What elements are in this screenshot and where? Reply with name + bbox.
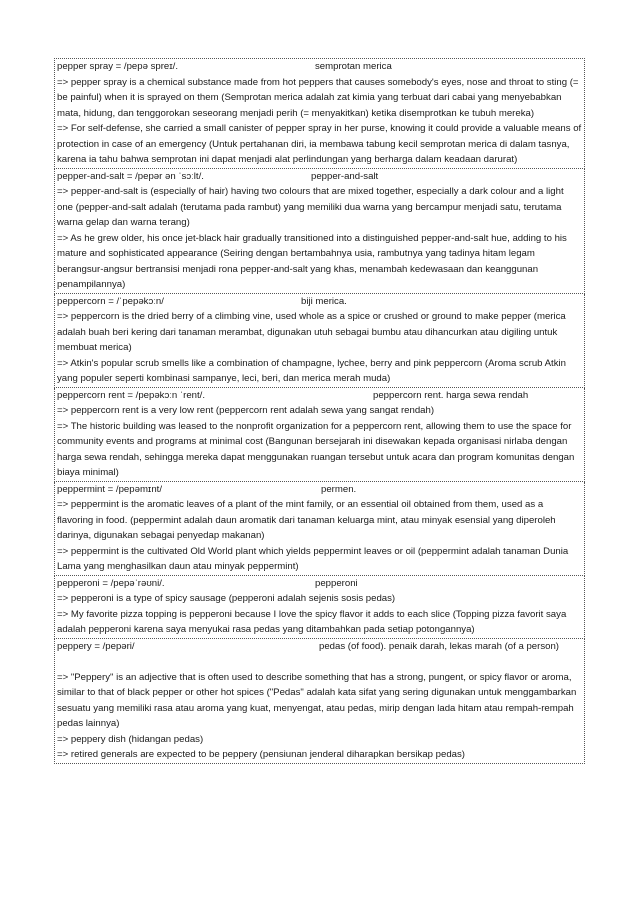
entry-example: => Atkin's popular scrub smells like a combination of champagne, lychee, berry and pink peppercorn (Aroma scrub Atkin yang populer seperti kombinasi sampanye, leci, beri, dan merica merah muda) xyxy=(57,357,566,384)
entry-headline xyxy=(57,576,582,592)
dictionary-entry xyxy=(54,388,585,482)
entry-definition: => peppercorn rent is a very low rent (peppercorn rent adalah sewa yang sangat rendah) xyxy=(57,405,435,416)
entry-gloss: pepper-and-salt xyxy=(311,170,379,182)
dictionary-entry xyxy=(54,294,585,388)
entry-headline xyxy=(57,59,582,75)
dictionary-table xyxy=(54,58,585,764)
dictionary-entry xyxy=(54,639,585,764)
entry-example: => As he grew older, his once jet-black hair gradually transitioned into a distinguished pepper-and-salt hue, adding to his mature and sophisticated appearance (Seiring dengan bertambahnya usia, rambutnya yang tadinya hitam legam berangsur-angsur bertransisi menjadi rona pepper-and-salt yang khas, menambah kedewasaan dan keanggunan penampilannya) xyxy=(57,232,567,290)
entry-headline xyxy=(57,169,582,185)
dictionary-entry xyxy=(54,58,585,169)
entry-definition: => peppercorn is the dried berry of a climbing vine, used whole as a spice or crushed or ground to make pepper (merica adalah buah beri kering dari tanaman merambat, digunakan utuh sebagai bumbu atau dihancurkan atau digiling untuk membuat merica) xyxy=(57,311,566,353)
entry-headline xyxy=(57,639,582,670)
entry-definition: => pepper spray is a chemical substance made from hot peppers that causes somebody's eyes, nose and throat to sting (= be painful) when it is sprayed on them (Semprotan merica adalah zat kimia yang terbuat dari cabai yang menyebabkan mata, hidung, dan tenggorokan seseorang menjadi perih (= menyakitkan) ketika disemprotkan ke tubuh mereka) xyxy=(57,76,579,119)
entry-term: peppery = /pepəri/ xyxy=(57,640,135,652)
entry-gloss: semprotan merica xyxy=(315,61,392,72)
entry-example: => retired generals are expected to be peppery (pensiunan jenderal diharapkan bersikap pedas) xyxy=(57,749,466,760)
dictionary-entry xyxy=(54,576,585,639)
entry-term: pepperoni = /pepəˈrəʊni/. xyxy=(57,577,165,589)
entry-example: => For self-defense, she carried a small canister of pepper spray in her purse, knowing it could provide a valuable means of protection in case of an emergency (Untuk pertahanan diri, ia membawa tabung kecil semprotan merica di dalam tasnya, karena ia tahu bahwa semprotan ini dapat menjadi alat perlindungan yang berharga dalam keadaan darurat) xyxy=(57,123,582,165)
entry-headline xyxy=(57,482,582,498)
entry-definition: => "Peppery" is an adjective that is often used to describe something that has a strong, pungent, or spicy flavor or aroma, similar to that of black pepper or other hot spices ("Pedas" adalah kata sifat yang sering digunakan untuk menggambarkan sesuatu yang memiliki rasa atau aroma yang kuat, menyengat, atau pedas, mirip dengan lada hitam atau rempah-rempah pedas lainnya) xyxy=(57,671,577,729)
entry-headline xyxy=(57,294,582,310)
entry-example: => My favorite pizza topping is pepperoni because I love the spicy flavor it adds to each slice (Topping pizza favorit saya adalah pepperoni karena saya menyukai rasa pedas yang ditambahkan pada setiap potongannya) xyxy=(57,608,567,635)
entry-example: => peppery dish (hidangan pedas) xyxy=(57,733,204,745)
entry-definition: => peppermint is the aromatic leaves of a plant of the mint family, or an essential oil obtained from them, used as a flavoring in food. (peppermint adalah daun aromatik dari tanaman keluarga mint, atau minyak esensial yang diperoleh darinya, digunakan sebagai penyedap makanan) xyxy=(57,499,556,541)
dictionary-entry xyxy=(54,169,585,294)
entry-term: peppercorn rent = /pepəkɔːn ˈrent/. xyxy=(57,389,205,401)
entry-term: pepper-and-salt = /pepər ən ˈsɔːlt/. xyxy=(57,170,204,182)
entry-gloss: permen. xyxy=(321,483,357,495)
entry-gloss: pedas (of food). penaik darah, lekas marah (of a person) xyxy=(319,640,559,652)
entry-example: => peppermint is the cultivated Old World plant which yields peppermint leaves or oil (peppermint adalah tanaman Dunia Lama yang menghasilkan daun atau minyak peppermint) xyxy=(57,545,569,572)
entry-gloss: pepperoni xyxy=(315,577,358,589)
entry-gloss: peppercorn rent. harga sewa rendah xyxy=(373,389,529,401)
entry-gloss: biji merica. xyxy=(301,295,347,307)
entry-headline xyxy=(57,388,582,404)
entry-example: => The historic building was leased to the nonprofit organization for a peppercorn rent, allowing them to use the space for community events and programs at minimal cost (Bangunan bersejarah ini disewakan kepada organisasi nirlaba dengan harga sewa rendah, sehingga mereka dapat menggunakan ruangan tersebut untuk acara dan program komunitas dengan biaya minimal) xyxy=(57,420,575,478)
entry-term: peppermint = /pepəmɪnt/ xyxy=(57,483,163,495)
entry-term: peppercorn = /ˈpepəkɔːn/ xyxy=(57,295,164,307)
entry-definition: => pepperoni is a type of spicy sausage (pepperoni adalah sejenis sosis pedas) xyxy=(57,593,396,604)
entry-definition: => pepper-and-salt is (especially of hair) having two colours that are mixed together, especially a dark colour and a light one (pepper-and-salt adalah (terutama pada rambut) yang memiliki dua warna yang bercampur menjadi satu, terutama warna gelap dan warna terang) xyxy=(57,186,564,228)
entry-term: pepper spray = /pepə spreɪ/. xyxy=(57,61,179,72)
dictionary-entry xyxy=(54,482,585,576)
